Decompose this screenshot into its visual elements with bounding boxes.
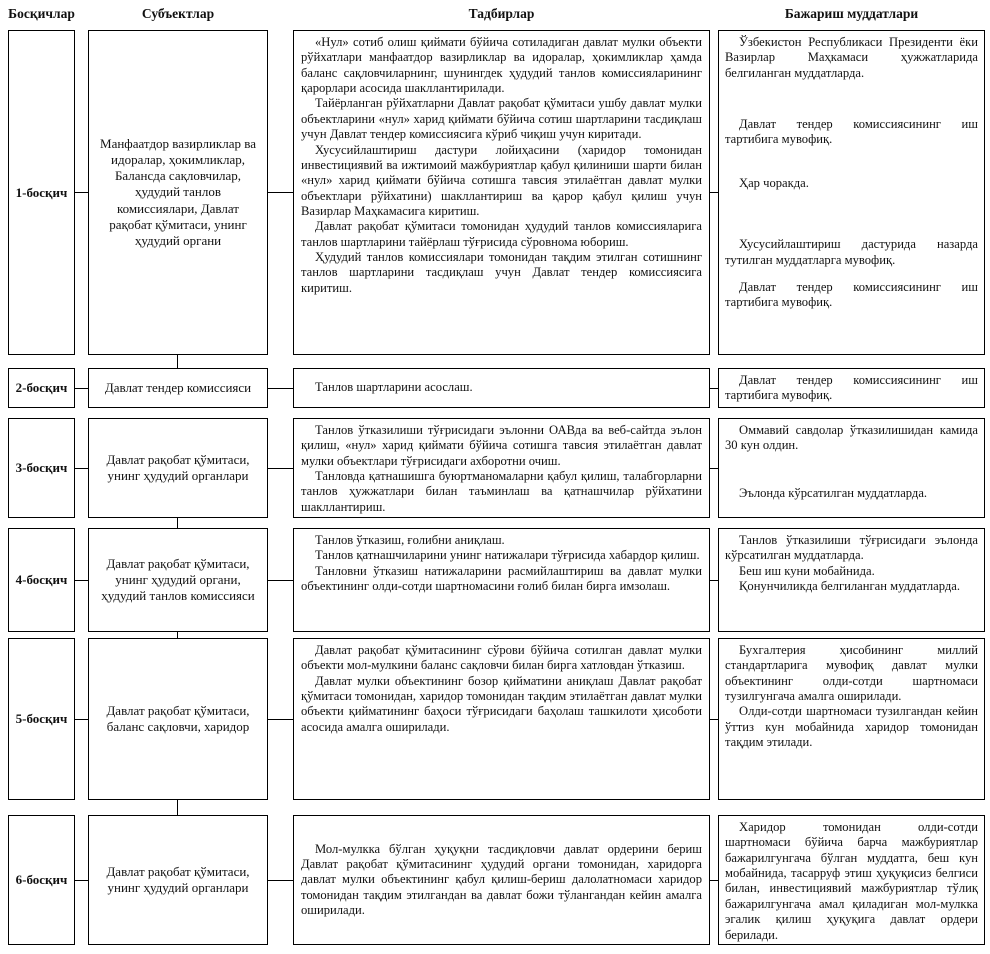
subjects-box-4 xyxy=(88,528,268,632)
subjects-text: Давлат тендер комиссияси xyxy=(104,379,252,395)
deadline-paragraph: Ҳар чоракда. xyxy=(739,175,809,190)
subjects-box-6 xyxy=(88,815,268,945)
stage-row-3 xyxy=(8,418,985,518)
deadline-paragraph: Харидор томонидан олди-сотди шартномаси бўйича барча мажбуриятлар бажарилгунгача бўлган муддатга, беш кун мобайнида, тасарруф этиш ҳуқуқисиз белгиси билан, инвестициявий мажбуриятлар тўлиқ бажарилгунгача амал қиладиган мол-мулкка эгалик қилиш ҳуқуқига давлат ордери берилади. xyxy=(725,820,978,942)
deadline-paragraph: Олди-сотди шартномаси тузилгандан кейин ўттиз кун мобайнида харидор томонидан тақдим этилади. xyxy=(725,704,978,750)
deadline-paragraph: Беш иш куни мобайнида. xyxy=(739,563,875,578)
activities-box-2 xyxy=(293,368,710,408)
flow-connector-vertical xyxy=(177,800,178,815)
connector-line xyxy=(268,192,293,193)
activity-paragraph: Тайёрланган рўйхатларни Давлат рақобат қўмитаси ушбу давлат мулки объектларини «нул» харид қиймати бўйича сотиш шартларини тасдиқлаш учун Давлат тендер комиссиясига кўриб чиқиш учун киритади. xyxy=(301,96,702,142)
activity-paragraph: Танлов ўтказиш, ғолибни аниқлаш. xyxy=(315,533,505,547)
stage-label: 5-босқич xyxy=(15,711,68,726)
subjects-text: Давлат рақобат қўмитаси, баланс сақловчи, харидор xyxy=(106,702,250,734)
connector-line xyxy=(268,880,293,881)
connector-line xyxy=(268,580,293,581)
deadlines-box-3 xyxy=(718,418,985,518)
subjects-text: Манфаатдор вазирликлар ва идоралар, ҳокимликлар, Балансда сақловчилар, ҳудудий танлов комиссиялари, Давлат рақобат қўмитаси, унинг ҳудудий органи xyxy=(100,136,256,248)
deadlines-box-4 xyxy=(718,528,985,632)
activity-paragraph: Ҳудудий танлов комиссиялари томонидан тақдим этилган сотишнинг танлов шартларини тасдиқлаш учун Давлат тендер комиссиясига киритиш. xyxy=(301,250,702,295)
subjects-text: Давлат рақобат қўмитаси, унинг ҳудудий органи, ҳудудий танлов комиссияси xyxy=(101,555,255,604)
connector-line xyxy=(710,880,718,881)
flow-connector-vertical xyxy=(177,632,178,638)
activity-paragraph: Танлов шартларини асослаш. xyxy=(315,380,473,395)
header-stages: Босқичлар xyxy=(8,6,75,21)
activity-paragraph: Танловни ўтказиш натижаларини расмийлаштириш ва давлат мулки объектининг олди-сотди шартномасини ғолиб билан бирга имзолаш. xyxy=(301,563,702,594)
row-gap xyxy=(8,800,985,815)
stage-label: 3-босқич xyxy=(15,460,68,475)
deadline-paragraph: Бухгалтерия ҳисобининг миллий стандартларига мувофиқ давлат мулки объектининг олди-сотди шартномаси тузилгунгача амалга оширилади. xyxy=(725,643,978,704)
flow-connector-vertical xyxy=(177,355,178,368)
subjects-box-2 xyxy=(88,368,268,408)
header-activities: Тадбирлар xyxy=(468,6,535,21)
deadlines-box-6 xyxy=(718,815,985,945)
activities-box-6 xyxy=(293,815,710,945)
flow-connector-vertical xyxy=(177,518,178,528)
subjects-box-3 xyxy=(88,418,268,518)
header-deadlines: Бажариш муддатлари xyxy=(784,6,919,21)
deadline-paragraph: Ўзбекистон Республикаси Президенти ёки Вазирлар Маҳкамаси ҳужжатларида белгиланган муддатларда. xyxy=(725,35,978,80)
row-gap xyxy=(8,355,985,368)
deadline-paragraph: Оммавий савдолар ўтказилишидан камида 30 кун олдин. xyxy=(725,423,978,453)
subjects-text: Давлат рақобат қўмитаси, унинг ҳудудий органлари xyxy=(106,863,250,895)
row-gap xyxy=(8,408,985,418)
stage-box-2 xyxy=(8,368,75,408)
deadlines-box-1 xyxy=(718,30,985,355)
activities-box-5 xyxy=(293,638,710,800)
deadlines-box-2 xyxy=(718,368,985,408)
stage-box-4 xyxy=(8,528,75,632)
connector-line xyxy=(710,719,718,720)
header-subjects: Субъектлар xyxy=(141,6,215,21)
stage-row-4 xyxy=(8,528,985,632)
activity-paragraph: Хусусийлаштириш дастури лойиҳасини (харидор томонидан инвестициявий ва ижтимоий мажбуриятлар қабул қилиниши шарти билан «нул» харид қиймати бўйича сотишга тавсия этилаётган давлат мулки объектлари рўйхатини) шакллантириш ва қарор қабул қилиш учун Вазирлар Маҳкамасига киритиш. xyxy=(301,142,702,218)
stage-label: 4-босқич xyxy=(15,572,68,587)
connector-line xyxy=(75,880,88,881)
connector-line xyxy=(75,468,88,469)
connector-line xyxy=(75,388,88,389)
stage-box-3 xyxy=(8,418,75,518)
connector-line xyxy=(268,719,293,720)
deadline-paragraph: Танлов ўтказилиши тўғрисидаги эълонда кўрсатилган муддатларда. xyxy=(725,533,978,563)
stage-box-1 xyxy=(8,30,75,355)
stage-label: 2-босқич xyxy=(15,380,68,395)
row-gap xyxy=(8,518,985,528)
subjects-box-5 xyxy=(88,638,268,800)
deadline-paragraph: Давлат тендер комиссиясининг иш тартибига мувофиқ. xyxy=(725,373,978,403)
connector-line xyxy=(710,468,718,469)
connector-line xyxy=(268,388,293,389)
stage-label: 6-босқич xyxy=(15,872,68,887)
deadline-paragraph: Хусусийлаштириш дастурида назарда тутилган муддатларга мувофиқ. xyxy=(725,237,978,267)
deadline-paragraph: Давлат тендер комиссиясининг иш тартибига мувофиқ. xyxy=(725,117,978,147)
deadlines-box-5 xyxy=(718,638,985,800)
activity-paragraph: Давлат рақобат қўмитаси томонидан ҳудудий танлов комиссияларига танлов шартларини тайёрлаш тўғрисида сўровнома юбориш. xyxy=(301,219,702,249)
connector-line xyxy=(75,192,88,193)
stage-row-2 xyxy=(8,368,985,408)
activity-paragraph: Давлат рақобат қўмитасининг сўрови бўйича сотилган давлат мулки объекти мол-мулкини баланс сақловчи билан бирга хатловдан ўтказиш. xyxy=(301,643,702,673)
stage-box-6 xyxy=(8,815,75,945)
activity-paragraph: «Нул» сотиб олиш қиймати бўйича сотиладиган давлат мулки объекти рўйхатлари манфаатдор вазирликлар ва идоралар, ҳокимликлар ҳамда баланс сақловчиларнинг, шунингдек ҳудудий танлов комиссияларининг қарорлари асосида шакллантирилади. xyxy=(301,35,702,96)
deadline-paragraph: Эълонда кўрсатилган муддатларда. xyxy=(739,485,928,500)
activity-paragraph: Танлов қатнашчиларини унинг натижалари тўғрисида хабардор қилиш. xyxy=(315,548,700,563)
activity-paragraph: Танлов ўтказилиши тўғрисидаги эълонни ОАВда ва веб-сайтда эълон қилиш, «нул» харид қиймати бўйича сотишга тавсия этилаётган давлат мулки объектлари тўғрисидаги ахборотни очиш. xyxy=(301,423,702,468)
stage-row-5 xyxy=(8,638,985,800)
stage-label: 1-босқич xyxy=(15,184,68,200)
connector-line xyxy=(710,580,718,581)
connector-line xyxy=(75,580,88,581)
deadline-paragraph: Қонунчиликда белгиланган муддатларда. xyxy=(739,579,961,594)
connector-line xyxy=(710,388,718,389)
stage-row-6 xyxy=(8,815,985,945)
stage-box-5 xyxy=(8,638,75,800)
connector-line xyxy=(710,192,718,193)
subjects-text: Давлат рақобат қўмитаси, унинг ҳудудий органлари xyxy=(106,451,250,483)
activity-paragraph: Танловда қатнашишга буюртманомаларни қабул қилиш, талабгорларни танлов ҳужжатлари билан таъминлаш ва қатнашчилар рўйхатини шакллантириш. xyxy=(301,469,702,514)
activities-box-3 xyxy=(293,418,710,518)
column-headers xyxy=(8,6,985,22)
subjects-box-1 xyxy=(88,30,268,355)
connector-line xyxy=(268,468,293,469)
row-gap xyxy=(8,632,985,638)
activity-paragraph: Мол-мулкка бўлган ҳуқуқни тасдиқловчи давлат ордерини бериш Давлат рақобат қўмитасининг ҳудудий органи томонидан, харидорга давлат мулки объектининг қабул қилиш-бериш далолатномаси харидор томонидан тақдим этилгандан ва давлат божи тўлангандан кейин амалга оширилади. xyxy=(301,841,702,918)
activity-paragraph: Давлат мулки объектининг бозор қийматини аниқлаш Давлат рақобат қўмитаси томонидан, харидор томонидан тақдим этилаётган давлат мулки объекти қийматининг баҳоси тўғрисидаги баҳолаш ташкилоти ҳисоботи асосида амалга оширилади. xyxy=(301,673,702,734)
stage-row-1 xyxy=(8,30,985,355)
activities-box-1 xyxy=(293,30,710,355)
activities-box-4 xyxy=(293,528,710,632)
deadline-paragraph: Давлат тендер комиссиясининг иш тартибига мувофиқ. xyxy=(725,279,978,310)
connector-line xyxy=(75,719,88,720)
